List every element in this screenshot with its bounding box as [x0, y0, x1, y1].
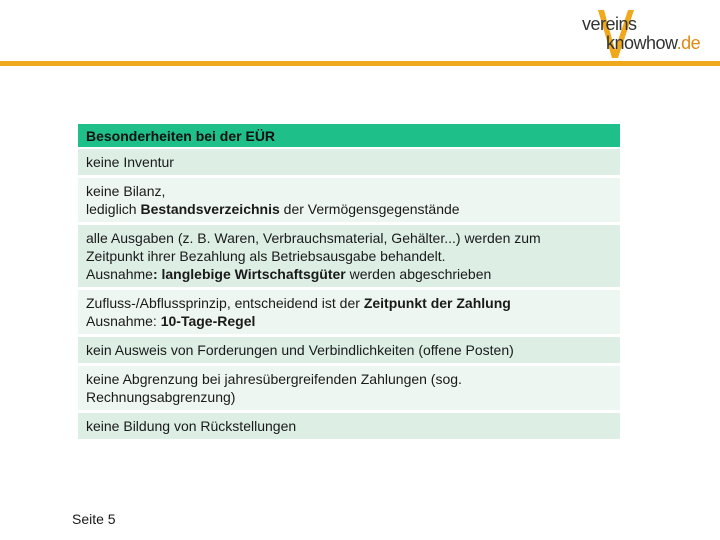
table-row [78, 225, 620, 290]
table-row-line [86, 370, 612, 388]
logo-text-line1: vereins [582, 14, 637, 34]
table-row-line [86, 200, 612, 218]
bold-text: 10-Tage-Regel [160, 313, 256, 329]
text-segment: Rechnungsabgrenzung) [86, 389, 236, 405]
table-row-line [86, 312, 612, 330]
table-row [78, 366, 620, 413]
table-row [78, 413, 620, 442]
text-segment: Zeitpunkt ihrer Bezahlung als Betriebsausgabe behandelt. [86, 248, 446, 264]
table-row-line [86, 294, 612, 312]
table-row-line [86, 247, 612, 265]
table-row-line [86, 265, 612, 283]
table-row-line [86, 153, 612, 171]
text-segment: keine Bildung von Rückstellungen [86, 418, 297, 434]
logo-text-domain: .de [676, 33, 701, 53]
bold-text: : langlebige Wirtschaftsgüter [152, 266, 346, 282]
page-number: Seite 5 [72, 511, 116, 527]
features-table [78, 124, 620, 442]
table-row [78, 178, 620, 225]
text-segment: lediglich [86, 201, 141, 217]
text-segment: der Vermögensgegenstände [279, 201, 460, 217]
logo-text-knowhow: knowhow [606, 33, 677, 53]
vereinsknowhow-logo [576, 8, 701, 60]
table-row-line [86, 388, 612, 406]
text-segment: werden abgeschrieben [345, 266, 492, 282]
text-segment: Ausnahme: [86, 313, 161, 329]
text-segment: keine Inventur [86, 154, 174, 170]
text-segment: Zufluss-/Abflussprinzip, entscheidend ist der [86, 295, 364, 311]
table-header: Besonderheiten bei der EÜR [78, 124, 620, 149]
bold-text: Zeitpunkt der Zahlung [363, 295, 511, 311]
table-row [78, 290, 620, 337]
table-row-line [86, 182, 612, 200]
header-rule [0, 61, 720, 66]
table-body [78, 149, 620, 442]
table-row [78, 149, 620, 178]
text-segment: alle Ausgaben (z. B. Waren, Verbrauchsmaterial, Gehälter...) werden zum [86, 230, 541, 246]
text-segment: kein Ausweis von Forderungen und Verbindlichkeiten (offene Posten) [86, 342, 514, 358]
text-segment: Ausnahme [86, 266, 153, 282]
bold-text: Bestandsverzeichnis [140, 201, 280, 217]
text-segment: keine Bilanz, [86, 183, 166, 199]
table-row-line [86, 417, 612, 435]
logo-text-line2 [606, 33, 700, 54]
table-row-line [86, 341, 612, 359]
table-row-line [86, 229, 612, 247]
table-row [78, 337, 620, 366]
text-segment: keine Abgrenzung bei jahresübergreifenden Zahlungen (sog. [86, 371, 462, 387]
